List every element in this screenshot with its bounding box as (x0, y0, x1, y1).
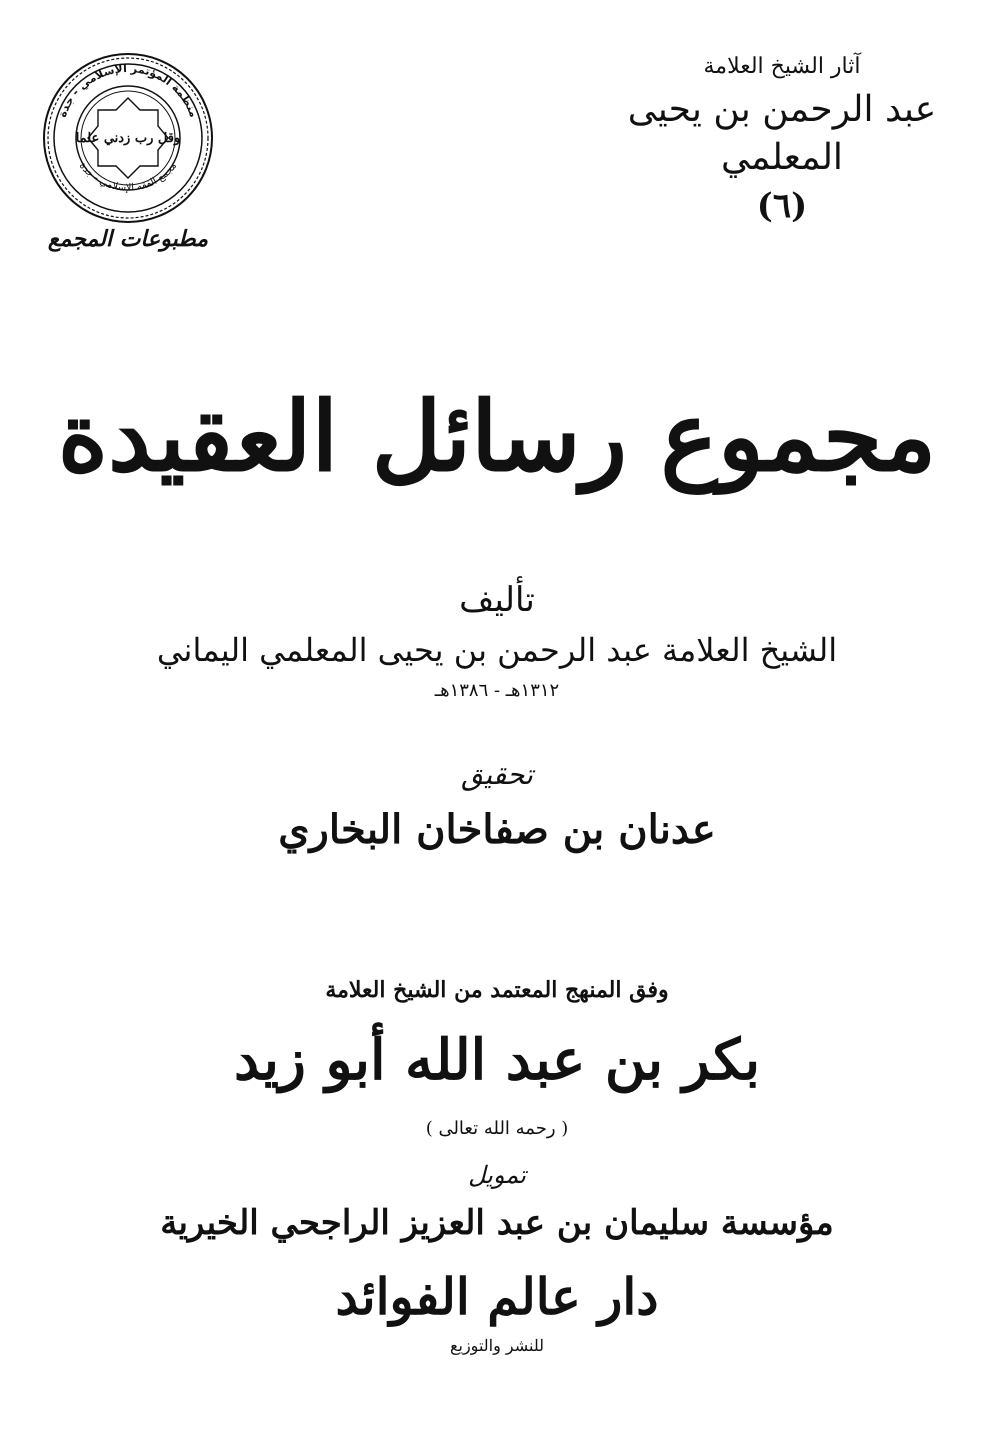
funding-label: تمويل (468, 1161, 526, 1189)
seal-emblem-icon (40, 50, 216, 226)
author-dates: ١٣١٢هـ - ١٣٨٦هـ (434, 680, 560, 701)
publisher-name: دار عالم الفوائد (335, 1267, 659, 1326)
methodology-label: وفق المنهج المعتمد من الشيخ العلامة (325, 977, 669, 1003)
seal-center-text: وقل رب زدني علما (75, 131, 181, 146)
series-label: آثار الشيخ العلامة (703, 54, 861, 79)
seal-caption: مطبوعات المجمع (47, 226, 209, 252)
seal-svg (40, 50, 216, 226)
book-title: مجموع رسائل العقيدة (57, 380, 937, 493)
seal-outer-text: منظمة المؤتمر الإسلامي - جدة (55, 61, 201, 120)
series-number: (٦) (756, 186, 808, 226)
editing-label: تحقيق (461, 758, 533, 791)
authorship-label: تأليف (459, 580, 535, 620)
series-block (592, 52, 972, 228)
author-name: الشيخ العلامة عبد الرحمن بن يحيى المعلمي اليماني (156, 631, 838, 669)
funding-foundation: مؤسسة سليمان بن عبد العزيز الراجحي الخيرية (160, 1203, 834, 1243)
editor-name: عدنان بن صفاخان البخاري (278, 806, 716, 853)
series-author: عبد الرحمن بن يحيى المعلمي (627, 89, 937, 178)
seal-outer-text-bottom: مجمع الفقه الإسلامي - جدة (76, 160, 180, 194)
methodology-scholar: بكر بن عبد الله أبو زيد (233, 1027, 761, 1093)
publisher-subtitle: للنشر والتوزيع (449, 1336, 545, 1355)
scholar-honorific: ( رحمه الله تعالى ) (425, 1118, 569, 1139)
